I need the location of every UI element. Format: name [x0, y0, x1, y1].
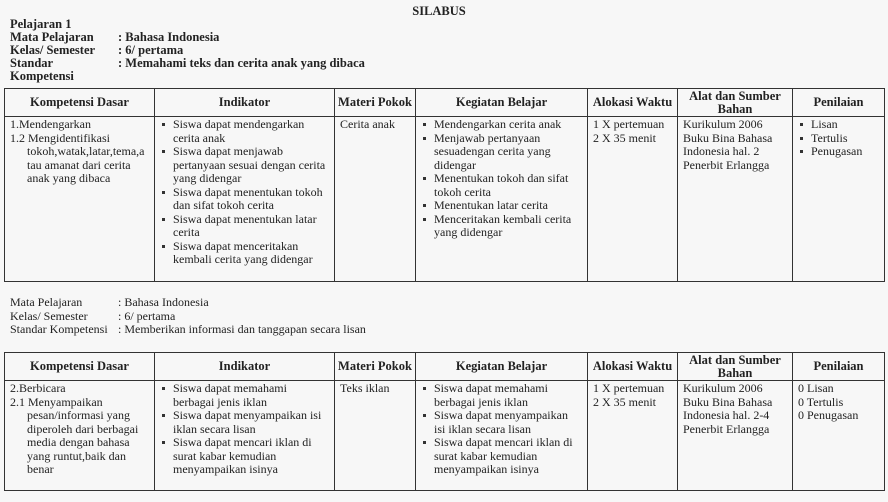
indikator-cell: [155, 117, 335, 282]
list-item: Menceritakan kembali cerita yang didengar: [434, 213, 582, 240]
meta-label: Mata Pelajaran: [10, 30, 94, 44]
meta-label: Mata Pelajaran: [10, 295, 83, 309]
list-item: Siswa dapat mendengarkan cerita anak: [173, 118, 329, 145]
list-item: Siswa dapat menentukan tokoh dan sifat tokoh cerita: [173, 186, 329, 213]
syllabus-table-2: [4, 352, 885, 491]
kd-main: 2.Berbicara: [10, 381, 66, 395]
kd-sub: 2.1 Menyampaikan pesan/informasi yang diperoleh dari berbagai media dengan bahasa yang runtut,baik dan benar: [10, 394, 139, 476]
sumber-line: Buku Bina Bahasa: [683, 394, 773, 409]
header-alokasi-waktu: Alokasi Waktu: [588, 89, 678, 117]
sumber-line: Penerbit Erlangga: [683, 157, 770, 172]
materi-cell: Cerita anak: [335, 117, 416, 282]
meta-row: [10, 57, 365, 83]
penilaian-line: 0 Penugasan: [798, 408, 859, 422]
sumber-line: Kurikulum 2006: [683, 381, 763, 395]
meta-label: Standar Kompetensi: [10, 322, 108, 336]
header-kegiatan-belajar: Kegiatan Belajar: [416, 89, 588, 117]
list-item: Siswa dapat menentukan latar cerita: [173, 213, 329, 240]
header-kegiatan-belajar: Kegiatan Belajar: [416, 353, 588, 381]
sumber-line: Indonesia hal. 2-4: [683, 408, 770, 422]
syllabus-table-1: [4, 88, 885, 282]
list-item: Lisan: [811, 118, 879, 132]
list-item: Siswa dapat memahami berbagai jenis iklan: [434, 382, 582, 409]
header-penilaian: Penilaian: [793, 89, 885, 117]
meta-value: : Memahami teks dan cerita anak yang dibaca: [118, 56, 365, 70]
meta-label: Kelas/ Semester: [10, 43, 96, 57]
header-materi-pokok: Materi Pokok: [335, 353, 416, 381]
list-item: Siswa dapat mencari iklan di surat kabar kemudian menyampaikan isinya: [173, 436, 329, 477]
section1-meta: [10, 18, 365, 83]
alokasi-line: 1 X pertemuan: [593, 381, 665, 395]
indikator-cell: [155, 381, 335, 491]
meta-row: [10, 310, 366, 324]
table-header-row: [5, 89, 885, 117]
list-item: Siswa dapat memahami berbagai jenis iklan: [173, 382, 329, 409]
table-header-row: [5, 353, 885, 381]
header-kompetensi-dasar: Kompetensi Dasar: [5, 353, 155, 381]
kegiatan-cell: [416, 381, 588, 491]
alokasi-line: 2 X 35 menit: [593, 130, 656, 145]
list-item: Siswa dapat menceritakan kembali cerita yang didengar: [173, 240, 329, 267]
header-materi-pokok: Materi Pokok: [335, 89, 416, 117]
list-item: Siswa dapat menjawab pertanyaan sesuai dengan cerita yang didengar: [173, 145, 329, 186]
meta-label: Standar Kompetensi: [10, 56, 74, 83]
kompetensi-dasar-cell: [5, 117, 155, 282]
lesson-label: Pelajaran 1: [10, 17, 72, 31]
list-item: Mendengarkan cerita anak: [434, 118, 582, 132]
list-item: Menentukan tokoh dan sifat tokoh cerita: [434, 172, 582, 199]
list-item: Menentukan latar cerita: [434, 199, 582, 213]
section2-meta: [10, 296, 366, 337]
header-penilaian: Penilaian: [793, 353, 885, 381]
meta-value: : 6/ pertama: [118, 308, 176, 323]
alokasi-cell: [588, 117, 678, 282]
header-indikator: Indikator: [155, 89, 335, 117]
table-row: [5, 381, 885, 491]
meta-row: [10, 323, 366, 337]
sumber-line: Indonesia hal. 2: [683, 144, 760, 158]
sumber-line: Penerbit Erlangga: [683, 421, 770, 436]
header-kompetensi-dasar: Kompetensi Dasar: [5, 89, 155, 117]
meta-value: : Bahasa Indonesia: [118, 295, 209, 309]
penilaian-line: 0 Tertulis: [798, 394, 844, 409]
sumber-cell: [678, 381, 793, 491]
penilaian-cell: [793, 117, 885, 282]
header-alokasi-waktu: Alokasi Waktu: [588, 353, 678, 381]
sumber-line: Buku Bina Bahasa: [683, 130, 773, 145]
meta-value: : Memberikan informasi dan tanggapan secara lisan: [118, 322, 366, 336]
list-item: Menjawab pertanyaan sesuadengan cerita yang didengar: [434, 132, 582, 173]
list-item: Penugasan: [811, 145, 879, 159]
kd-sub: 1.2 Mengidentifikasi tokoh,watak,latar,tema,a tau amanat dari cerita anak yang dibaca: [10, 130, 145, 185]
kegiatan-cell: [416, 117, 588, 282]
meta-value: : Bahasa Indonesia: [118, 30, 220, 44]
list-item: Siswa dapat menyampaikan isi iklan secara lisan: [434, 409, 582, 436]
header-alat-sumber: Alat dan Sumber Bahan: [678, 353, 793, 381]
materi-cell: Teks iklan: [335, 381, 416, 491]
list-item: Tertulis: [811, 132, 879, 146]
list-item: Siswa dapat mencari iklan di surat kabar kemudian menyampaikan isinya: [434, 436, 582, 477]
list-item: Siswa dapat menyampaikan isi iklan secara lisan: [173, 409, 329, 436]
penilaian-line: 0 Lisan: [798, 381, 834, 395]
penilaian-cell: [793, 381, 885, 491]
header-alat-sumber: Alat dan Sumber Bahan: [678, 89, 793, 117]
alokasi-line: 1 X pertemuan: [593, 117, 665, 131]
alokasi-line: 2 X 35 menit: [593, 394, 656, 409]
meta-label: Kelas/ Semester: [10, 308, 88, 323]
kompetensi-dasar-cell: [5, 381, 155, 491]
sumber-cell: [678, 117, 793, 282]
table-row: [5, 117, 885, 282]
meta-value: : 6/ pertama: [118, 43, 184, 57]
header-indikator: Indikator: [155, 353, 335, 381]
document-title: SILABUS: [412, 4, 466, 18]
kd-main: 1.Mendengarkan: [10, 117, 91, 131]
alokasi-cell: [588, 381, 678, 491]
meta-row: [10, 296, 366, 310]
sumber-line: Kurikulum 2006: [683, 117, 763, 131]
